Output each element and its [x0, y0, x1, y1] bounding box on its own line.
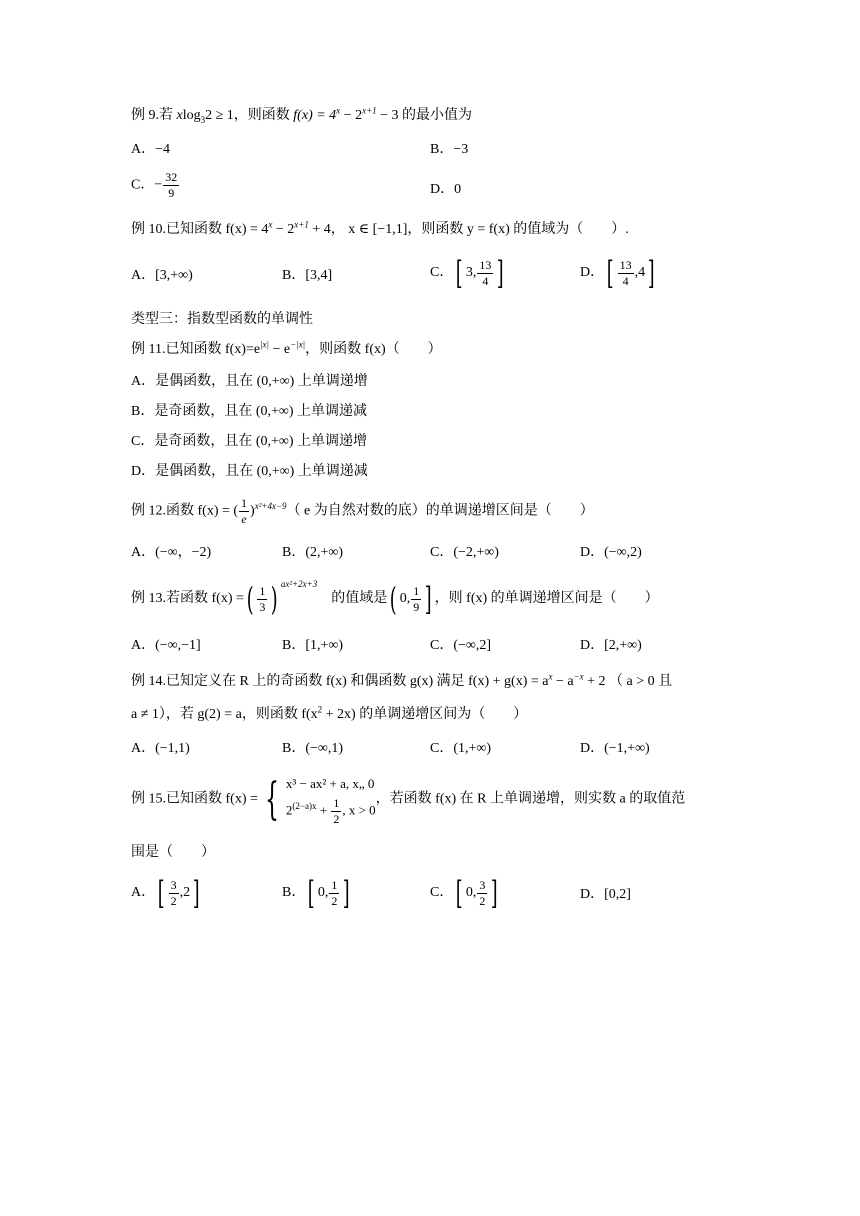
ex9-log-base: 3: [200, 114, 206, 125]
ex15-p2-base: 2: [285, 802, 293, 818]
ex10-d-lbracket: [: [606, 254, 614, 292]
ex15-piecewise: [286, 772, 376, 827]
ex15-p2-plus: +: [316, 802, 331, 818]
ex12-option-c: C．(−2,+∞): [430, 545, 499, 560]
ex15-brace: {: [264, 773, 279, 825]
ex14-exp1: x: [548, 671, 553, 682]
ex12-option-d: D．(−∞,2): [580, 545, 642, 560]
ex14-option-c: C．(1,+∞): [430, 741, 492, 756]
ex15-c-rbracket: ]: [491, 874, 499, 912]
ex10-option-a: A．[3,+∞): [131, 268, 193, 283]
ex10-d-rbracket: ]: [647, 254, 655, 292]
ex10-mid: − 2: [272, 222, 295, 237]
ex13-option-d: D．[2,+∞): [580, 638, 642, 653]
ex10-d-label: D．: [580, 265, 605, 281]
ex15-b-label: B．: [282, 885, 306, 901]
example-14-question-line1: [131, 672, 672, 692]
ex15-option-a: [131, 876, 203, 910]
ex9-func: f(x) = 4: [293, 108, 337, 123]
ex9-option-b: B．−3: [430, 142, 469, 157]
ex14-option-a: A．(−1,1): [131, 741, 190, 756]
ex12-option-a: A．(−∞，−2): [131, 545, 212, 560]
ex13-mid: 的值域是: [331, 591, 388, 607]
ex10-prefix: 例 10.已知函数 f(x) = 4: [131, 222, 269, 237]
example-15-question: [131, 772, 685, 827]
ex11-end: ，则函数 f(x)（ ）: [305, 342, 442, 357]
ex15-c-pre: 0,: [465, 885, 477, 901]
ex9-cond-var: x: [176, 108, 183, 123]
ex9-c-den: 9: [168, 186, 175, 200]
ex10-c-pre: 3,: [465, 265, 477, 281]
ex10-c-den: 4: [482, 273, 489, 288]
ex15-c-den: 2: [479, 893, 486, 908]
ex13-option-c: C．(−∞,2]: [430, 638, 492, 653]
ex15-option-d: D．[0,2]: [580, 887, 631, 902]
ex10-c-num: 13: [479, 257, 492, 272]
ex11-prefix: 例 11.已知函数 f(x)=e: [131, 342, 261, 357]
section-heading-type3: 类型三：指数型函数的单调性: [131, 312, 313, 327]
ex15-c-label: C．: [430, 885, 454, 901]
ex15-piece1: x³ − ax² + a, x„ 0: [285, 776, 375, 791]
ex14-line2-pre: a ≠ 1），若 g(2) = a，则函数 f(x: [131, 707, 318, 722]
ex12-num: 1: [241, 496, 248, 510]
ex15-piece2: [286, 796, 376, 827]
ex13-option-a: A．(−∞,−1]: [131, 638, 201, 653]
ex9-end: − 3 的最小值为: [376, 108, 473, 123]
ex15-a-lbracket: [: [157, 874, 165, 912]
ex12-exp: x²+4x−9: [254, 501, 287, 512]
ex9-option-c: [131, 170, 180, 201]
ex13-int-den: 9: [413, 599, 420, 614]
ex15-p2-fraction: [331, 796, 341, 827]
ex9-exp2: x+1: [362, 105, 377, 116]
ex15-p2-exp: (2−a)x: [292, 801, 317, 812]
ex13-end: ，则 f(x) 的单调递增区间是（ ）: [434, 591, 659, 607]
ex13-prefix: 例 13.若函数 f(x) =: [131, 591, 244, 607]
ex13-option-b: B．[1,+∞): [282, 638, 344, 653]
ex13-den: 3: [259, 599, 266, 614]
ex10-c-fraction: [477, 258, 493, 289]
ex13-int-num: 1: [413, 583, 420, 598]
ex11-option-d: D．是偶函数，且在 (0,+∞) 上单调递减: [131, 464, 368, 479]
ex9-prefix: 例 9.若: [131, 108, 177, 123]
ex15-c-lbracket: [: [456, 874, 464, 912]
ex11-option-c: C．是奇函数，且在 (0,+∞) 上单调递增: [131, 434, 368, 449]
ex10-c-lbracket: [: [456, 254, 464, 292]
ex13-int-rbracket: ]: [424, 580, 432, 618]
ex15-b-pre: 0,: [317, 885, 329, 901]
ex10-d-fraction: [618, 258, 634, 289]
ex13-int-pre: 0,: [399, 591, 411, 607]
ex15-b-den: 2: [331, 893, 338, 908]
ex10-option-c: [430, 256, 507, 290]
ex15-a-rbracket: ]: [192, 874, 200, 912]
ex14-line1-end: + 2 （ a > 0 且: [583, 674, 673, 689]
ex15-option-c: [430, 876, 501, 910]
ex13-rparen: ): [271, 580, 279, 618]
ex12-prefix: 例 12.函数 f(x) = (: [131, 503, 239, 519]
ex15-a-den: 2: [170, 893, 177, 908]
ex10-d-den: 4: [622, 273, 629, 288]
example-15-question-line2: 围是（ ）: [131, 845, 215, 860]
ex9-option-a: A．−4: [131, 142, 171, 157]
ex15-a-num: 3: [170, 877, 177, 892]
ex10-c-label: C．: [430, 265, 454, 281]
ex15-b-fraction: [329, 878, 339, 909]
ex11-exp2: −|x|: [290, 339, 306, 350]
ex13-num: 1: [259, 583, 266, 598]
ex10-option-d: [580, 256, 658, 290]
example-9-question: [131, 106, 472, 126]
ex9-c-label: C．−: [131, 177, 163, 193]
ex10-d-num: 13: [619, 257, 632, 272]
ex15-b-rbracket: ]: [343, 874, 351, 912]
ex9-mid: − 2: [340, 108, 363, 123]
ex14-line1-pre: 例 14.已知定义在 R 上的奇函数 f(x) 和偶函数 g(x) 满足 f(x) + g(x) = a: [131, 674, 549, 689]
ex14-exp2: −x: [573, 671, 584, 682]
example-10-question: [131, 220, 629, 240]
ex9-option-d: D．0: [430, 182, 462, 197]
ex10-end: + 4， x ∈ [−1,1]，则函数 y = f(x) 的值域为（ ）.: [308, 222, 629, 237]
ex9-exp1: x: [336, 105, 341, 116]
ex15-prefix: 例 15.已知函数 f(x) =: [131, 791, 258, 807]
ex10-exp2: x+1: [294, 219, 309, 230]
ex13-lparen: (: [246, 580, 254, 618]
ex15-p2-end: , x > 0: [342, 802, 376, 818]
ex14-line2-end: + 2x) 的单调递增区间为（ ）: [322, 707, 528, 722]
ex11-option-b: B．是奇函数，且在 (0,+∞) 上单调递减: [131, 404, 368, 419]
ex15-a-label: A．: [131, 885, 156, 901]
ex15-a-post: ,2: [179, 885, 191, 901]
ex14-line2-exp: 2: [317, 704, 323, 715]
ex9-cond2: 2 ≥ 1，则函数: [205, 108, 294, 123]
ex15-option-b: [282, 876, 353, 910]
ex10-option-b: B．[3,4]: [282, 268, 333, 283]
ex11-option-a: A．是偶函数，且在 (0,+∞) 上单调递增: [131, 374, 368, 389]
ex12-end: （ e 为自然对数的底）的单调递增区间是（ ）: [286, 503, 594, 519]
example-11-question: [131, 340, 442, 360]
ex15-c-num: 3: [479, 877, 486, 892]
ex11-mid: − e: [269, 342, 291, 357]
ex9-c-num: 32: [165, 170, 178, 184]
ex13-int-fraction: [411, 584, 421, 615]
ex15-c-fraction: [477, 878, 487, 909]
example-14-question-line2: [131, 705, 527, 725]
ex12-den: e: [241, 512, 247, 526]
ex13-exp: ax²+2x+3: [280, 578, 318, 589]
ex14-option-d: D．(−1,+∞): [580, 741, 650, 756]
ex15-b-num: 1: [331, 877, 338, 892]
ex11-exp1: |x|: [260, 339, 270, 350]
example-12-question: [131, 496, 594, 527]
ex15-a-fraction: [169, 878, 179, 909]
ex15-end: ，若函数 f(x) 在 R 上单调递增，则实数 a 的取值范: [375, 791, 686, 807]
ex14-mid: − a: [552, 674, 574, 689]
ex15-p2-den: 2: [333, 812, 340, 826]
ex10-d-post: ,4: [634, 265, 646, 281]
example-13-question: [131, 578, 659, 618]
ex10-exp1: x: [268, 219, 273, 230]
ex12-option-b: B．(2,+∞): [282, 545, 344, 560]
ex15-p2-num: 1: [333, 796, 340, 810]
ex12-rparen: ): [250, 503, 255, 519]
ex12-fraction: [239, 496, 249, 527]
ex13-int-lparen: (: [390, 580, 397, 618]
ex13-fraction: [257, 584, 267, 615]
ex14-option-b: B．(−∞,1): [282, 741, 344, 756]
ex9-c-fraction: [163, 170, 179, 201]
ex9-log: log: [182, 108, 201, 123]
ex15-b-lbracket: [: [308, 874, 316, 912]
ex10-c-rbracket: ]: [497, 254, 505, 292]
